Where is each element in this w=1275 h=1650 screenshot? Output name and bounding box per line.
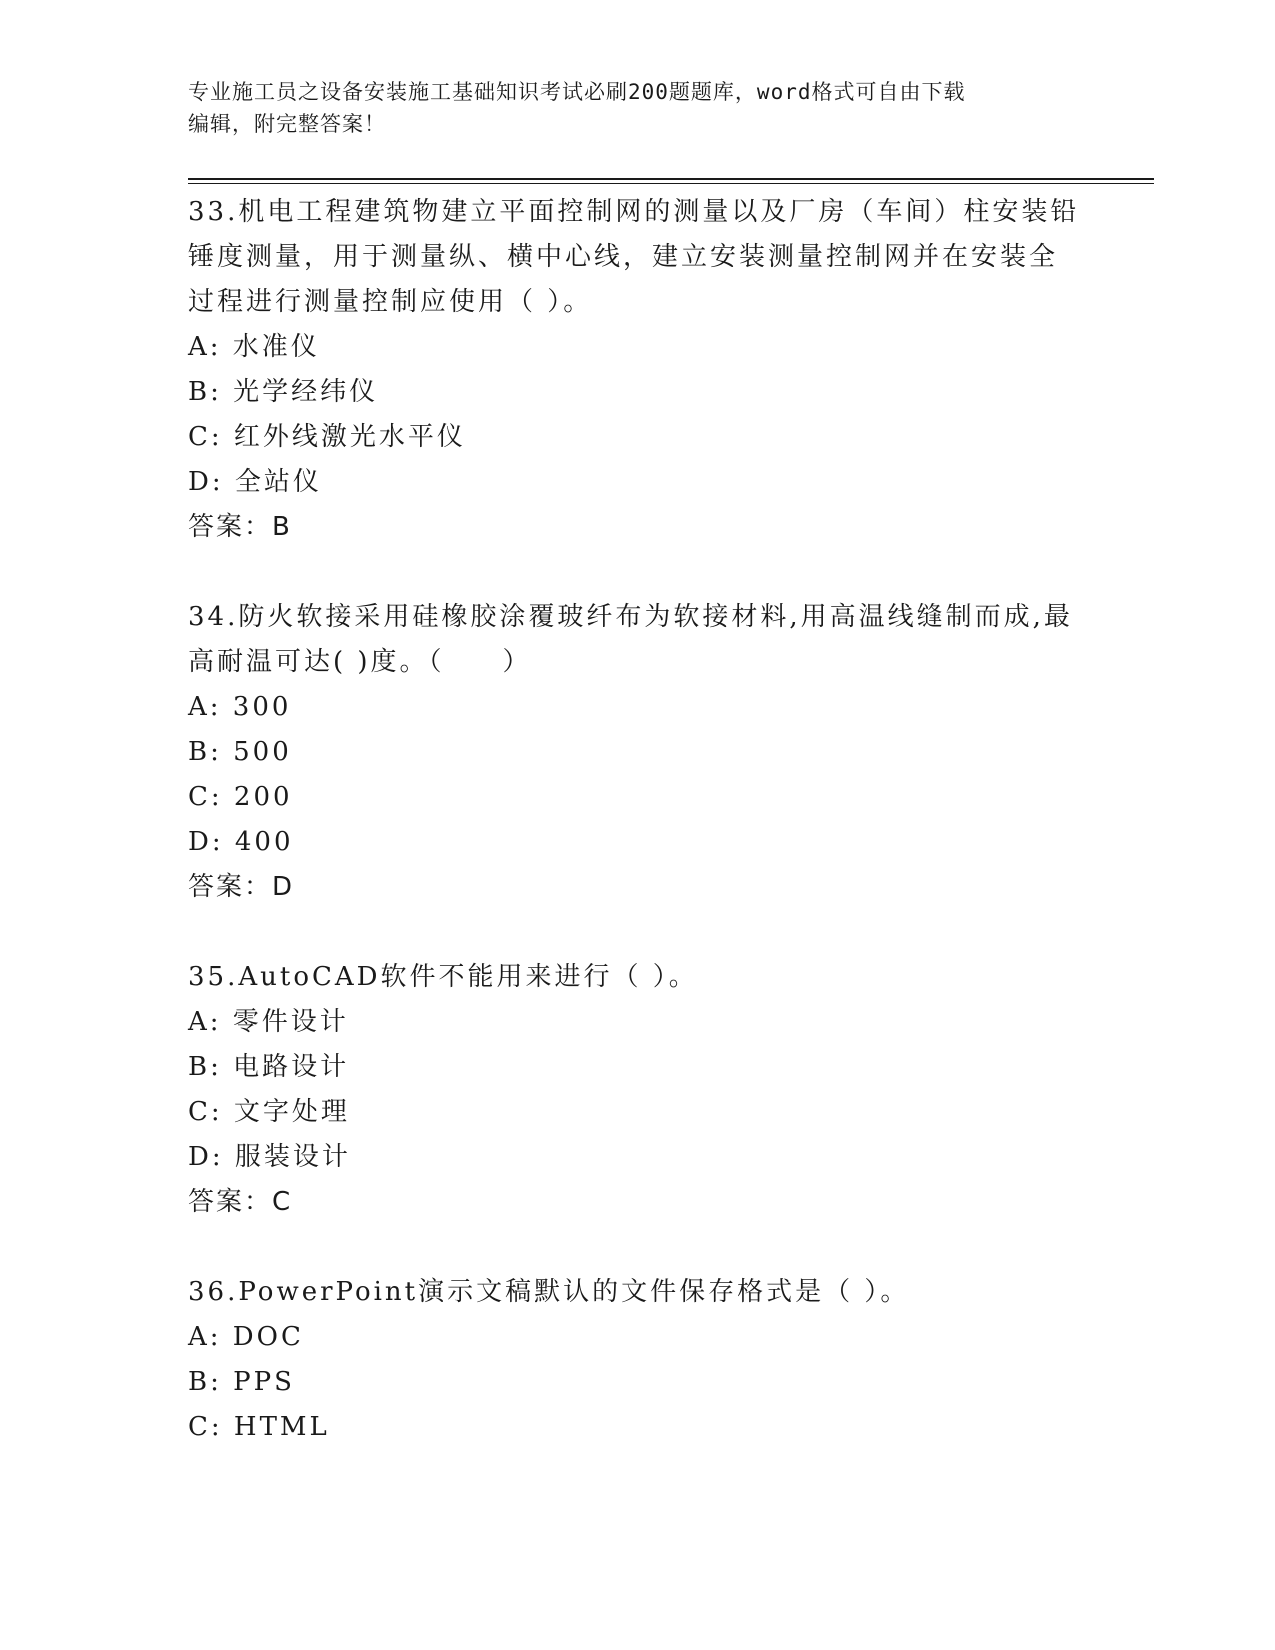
answer-label: 答案：B <box>188 512 292 542</box>
option-c: C: 文字处理 <box>188 1097 350 1127</box>
question-stem-line: 高耐温可达( )度。（ ） <box>188 647 532 677</box>
question-stem-line: 33.机电工程建筑物建立平面控制网的测量以及厂房（车间）柱安装铅 <box>188 197 1080 227</box>
option-d: D: 全站仪 <box>188 467 322 497</box>
question-stem-line: 34.防火软接采用硅橡胶涂覆玻纤布为软接材料,用高温线缝制而成,最 <box>188 602 1073 632</box>
question-stem-line: 锤度测量，用于测量纵、横中心线，建立安装测量控制网并在安装全 <box>188 242 1059 272</box>
question-34 <box>188 595 1088 955</box>
option-a: A: 水准仪 <box>188 332 320 362</box>
header-divider-thick <box>188 178 1154 180</box>
header-title-line-1: 专业施工员之设备安装施工基础知识考试必刷200题题库，word格式可自由下载 <box>188 80 966 104</box>
question-list <box>188 190 1088 1450</box>
option-b: B: 光学经纬仪 <box>188 377 379 407</box>
option-a: A: 300 <box>188 692 292 722</box>
option-c: C: 红外线激光水平仪 <box>188 422 466 452</box>
option-a: A: DOC <box>188 1322 304 1352</box>
question-stem-line: 过程进行测量控制应使用（ ）。 <box>188 287 593 317</box>
question-spacer <box>188 1225 1088 1270</box>
option-b: B: 电路设计 <box>188 1052 350 1082</box>
option-a: A: 零件设计 <box>188 1007 349 1037</box>
question-spacer <box>188 550 1088 595</box>
answer-label: 答案：C <box>188 1187 293 1217</box>
option-d: D: 400 <box>188 827 294 857</box>
header-title-line-2: 编辑，附完整答案！ <box>188 112 386 136</box>
option-b: B: 500 <box>188 737 292 767</box>
question-stem-line: 35.AutoCAD软件不能用来进行（ ）。 <box>188 962 698 992</box>
option-c: C: HTML <box>188 1412 330 1442</box>
question-33 <box>188 190 1088 595</box>
option-d: D: 服装设计 <box>188 1142 351 1172</box>
document-header <box>188 76 1088 140</box>
question-stem-line: 36.PowerPoint演示文稿默认的文件保存格式是（ ）。 <box>188 1277 910 1307</box>
header-divider-thin <box>188 183 1154 184</box>
answer-label: 答案：D <box>188 872 295 902</box>
question-spacer <box>188 910 1088 955</box>
question-36 <box>188 1270 1088 1450</box>
option-b: B: PPS <box>188 1367 295 1397</box>
question-35 <box>188 955 1088 1270</box>
option-c: C: 200 <box>188 782 293 812</box>
